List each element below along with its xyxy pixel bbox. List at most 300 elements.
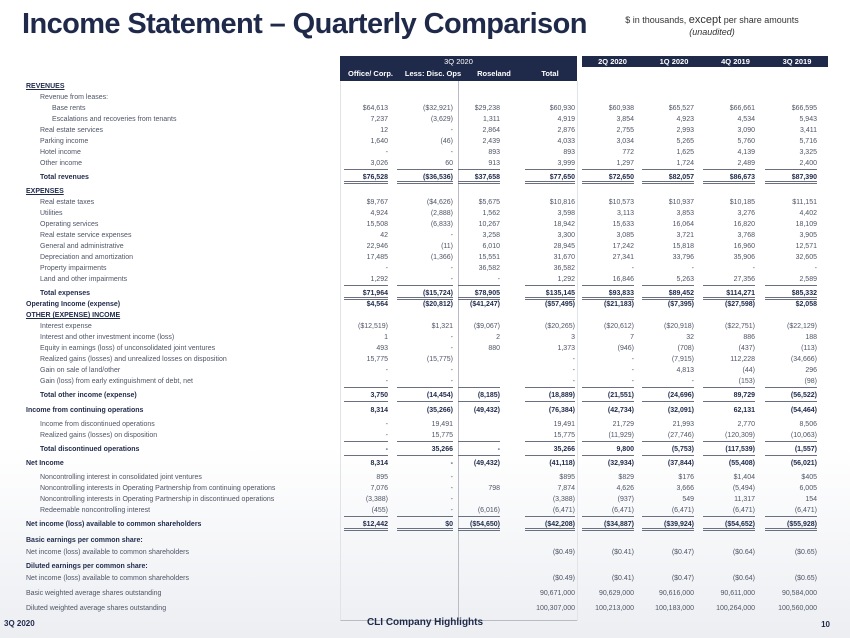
row-label: Property impairments [40,265,107,272]
row-value-col-4: $60,938 [608,105,634,112]
table-row [0,458,830,470]
row-value-col-0: 4,924 [370,210,388,217]
row-value-col-7: 32,605 [795,254,817,261]
row-value-col-3: 100,307,000 [536,605,575,612]
row-value-col-5: ($0.47) [671,549,694,556]
row-value-col-5: $65,527 [668,105,694,112]
row-value-col-3: 2,876 [557,127,575,134]
row-value-col-7: - [814,265,817,272]
row-value-col-0: 895 [376,474,388,481]
table-row [0,376,830,388]
row-label: Noncontrolling interests in Operating Partnership from continuing operations [40,485,276,492]
row-label: Basic earnings per common share: [26,537,143,544]
row-value-col-0: - [344,430,388,442]
row-value-col-3: 90,671,000 [539,590,575,597]
row-value-col-4: 15,633 [612,221,634,228]
row-value-col-3: ($0.49) [552,549,575,556]
row-value-col-0: 8,314 [370,460,388,467]
row-label: Utilities [40,210,63,217]
row-value-col-6: 16,820 [733,221,755,228]
row-value-col-1: $1,321 [431,323,453,330]
row-value-col-4: ($21,183) [604,301,634,308]
row-value-col-1: ($36,536) [397,172,453,184]
row-value-col-5: 3,666 [676,485,694,492]
row-value-col-7: (6,471) [765,505,817,517]
row-value-col-1: - [450,496,453,503]
row-value-col-4: 17,242 [612,243,634,250]
row-value-col-5: (5,753) [642,444,694,456]
row-value-col-0: 17,485 [366,254,388,261]
row-value-col-6: 3,768 [737,232,755,239]
row-label: Parking income [40,138,89,145]
row-value-col-7: 188 [805,334,817,341]
row-label: REVENUES [26,83,65,90]
row-value-col-2: $5,675 [478,199,500,206]
row-value-col-5: 32 [686,334,694,341]
row-value-col-3: $77,650 [525,172,575,184]
row-label: Revenue from leases: [40,94,109,101]
row-value-col-5: 16,064 [672,221,694,228]
row-value-col-1: ($20,812) [423,301,453,308]
row-value-col-6: ($0.64) [732,549,755,556]
row-value-col-7: ($0.65) [794,549,817,556]
row-value-col-6: 100,264,000 [716,605,755,612]
row-value-col-4: 21,729 [612,421,634,428]
row-value-col-5: 100,183,000 [655,605,694,612]
row-label: Hotel income [40,149,81,156]
row-value-col-5: 3,853 [676,210,694,217]
row-value-col-3: 4,919 [557,116,575,123]
row-value-col-4: (21,551) [582,390,634,402]
row-value-col-6: $10,185 [729,199,755,206]
row-value-col-5: 4,813 [676,367,694,374]
row-value-col-2 [458,430,500,442]
row-value-col-4: 3,854 [616,116,634,123]
row-value-col-0: $64,613 [362,105,388,112]
row-value-col-3: $135,145 [525,288,575,300]
row-value-col-4: (42,734) [607,407,634,414]
row-value-col-2 [458,376,500,388]
row-value-col-1: - [450,232,453,239]
header-col-1q2020: 1Q 2020 [659,57,689,66]
row-value-col-1: (3,629) [430,116,453,123]
row-value-col-5: $82,057 [642,172,694,184]
row-value-col-3: $10,816 [549,199,575,206]
row-value-col-6: 886 [743,334,755,341]
row-value-col-3: $60,930 [549,105,575,112]
row-value-col-7: (113) [801,345,817,352]
row-value-col-5: 33,796 [672,254,694,261]
row-label: Income from discontinued operations [40,421,155,428]
header-group-label: 3Q 2020 [444,57,473,66]
row-value-col-4: - [631,356,634,363]
page-title: Income Statement – Quarterly Comparison [22,8,587,40]
row-value-col-5: 3,721 [676,232,694,239]
row-value-col-7: 4,402 [799,210,817,217]
row-value-col-3: $895 [559,474,575,481]
row-value-col-7: 3,411 [800,127,817,134]
table-row [0,430,830,442]
row-value-col-4: 3,034 [616,138,634,145]
row-label: Realized gains (losses) on disposition [40,432,158,439]
header-col-less-disc-ops: Less: Disc. Ops [404,69,462,78]
page-number: 10 [821,620,830,629]
row-value-col-2: 798 [488,485,500,492]
row-value-col-4: (6,471) [582,505,634,517]
row-value-col-4: 90,629,000 [598,590,634,597]
row-value-col-1: - [397,274,453,286]
row-value-col-5: (37,844) [667,460,694,467]
row-value-col-3: (76,384) [548,407,575,414]
row-value-col-1: (46) [440,138,453,145]
row-value-col-3: 3,300 [557,232,575,239]
row-value-col-2: ($41,247) [470,301,500,308]
table-row [0,603,830,615]
units-suffix: per share amounts [723,15,799,25]
row-value-col-2: 2,864 [482,127,500,134]
row-value-col-3: 28,945 [553,243,575,250]
table-row [0,444,830,456]
row-value-col-3: ($42,208) [525,519,575,531]
row-value-col-5: $10,937 [668,199,694,206]
row-label: Net income (loss) available to common shareholders [26,549,190,556]
row-value-col-3: ($20,265) [545,323,575,330]
header-col-total: Total [541,69,559,78]
row-value-col-4: 27,341 [612,254,634,261]
row-label: Redeemable noncontrolling interest [40,507,151,514]
row-value-col-3: 35,266 [525,444,575,456]
row-value-col-6: 89,729 [703,390,755,402]
row-label: Real estate service expenses [40,232,132,239]
row-value-col-4: ($0.41) [611,575,634,582]
row-value-col-5: (24,696) [642,390,694,402]
row-value-col-3: - [525,376,575,388]
row-value-col-7: (34,666) [790,356,817,363]
row-value-col-1: $0 [397,519,453,531]
row-value-col-6: (44) [742,367,755,374]
row-value-col-0: - [385,265,388,272]
row-value-col-4: (937) [617,496,634,503]
row-value-col-0: (3,388) [365,496,388,503]
row-value-col-1 [397,588,453,600]
row-value-col-4: 1,297 [582,158,634,170]
row-value-col-6: (55,408) [728,460,755,467]
row-value-col-7: 3,325 [799,149,817,156]
row-value-col-4: $829 [618,474,634,481]
row-value-col-6: 112,228 [730,356,755,363]
row-value-col-1: ($15,724) [397,288,453,300]
row-value-col-5: 4,923 [676,116,694,123]
row-value-col-4: - [631,265,634,272]
row-value-col-2: 15,551 [478,254,500,261]
row-value-col-1: 15,775 [397,430,453,442]
row-value-col-6: - [752,265,755,272]
row-value-col-3: 15,775 [525,430,575,442]
row-value-col-3: 3,999 [525,158,575,170]
row-value-col-6: (120,309) [703,430,755,442]
row-value-col-4: 3,085 [616,232,634,239]
row-value-col-4: - [582,376,634,388]
row-label: Total other income (expense) [40,392,137,399]
row-value-col-0: - [344,376,388,388]
table-row [0,172,830,184]
row-value-col-2 [458,603,500,615]
row-value-col-2: (49,432) [473,407,500,414]
row-value-col-0: 22,946 [366,243,388,250]
row-value-col-3: 893 [563,149,575,156]
row-label: Total revenues [40,174,89,181]
row-value-col-7: $66,595 [791,105,817,112]
table-row [0,505,830,517]
row-label: Operating Income (expense) [26,301,121,308]
row-value-col-1: (6,833) [430,221,453,228]
row-value-col-3: 7,874 [557,485,575,492]
row-value-col-6: 4,534 [737,116,755,123]
row-value-col-7: $11,151 [792,199,817,206]
row-value-col-6: (6,471) [703,505,755,517]
row-value-col-6: (153) [703,376,755,388]
row-value-col-7: $405 [801,474,817,481]
row-value-col-1: (11) [441,243,453,250]
row-value-col-7: 8,506 [799,421,817,428]
row-value-col-4: 3,113 [617,210,634,217]
row-value-col-2: $37,658 [458,172,500,184]
row-value-col-4: ($34,887) [582,519,634,531]
row-value-col-6: 4,139 [737,149,755,156]
row-value-col-2: (49,432) [473,460,500,467]
row-label: Net Income [26,460,64,467]
row-value-col-1: - [450,149,453,156]
row-value-col-6: 3,090 [737,127,755,134]
row-value-col-4: ($20,612) [604,323,634,330]
row-value-col-4: (11,929) [582,430,634,442]
row-value-col-5: 1,625 [676,149,694,156]
row-value-col-7: (10,063) [765,430,817,442]
row-value-col-0: $71,964 [344,288,388,300]
row-label: Other income [40,160,83,167]
table-row [0,519,830,531]
row-value-col-6: $114,271 [703,288,755,300]
row-value-col-2: 3,258 [482,232,500,239]
row-value-col-7: $2,058 [795,301,817,308]
row-label: Escalations and recoveries from tenants [52,116,177,123]
row-label: Equity in earnings (loss) of unconsolidated joint ventures [40,345,216,352]
row-value-col-2: 893 [488,149,500,156]
footer-period: 3Q 2020 [4,619,35,628]
row-value-col-1: (15,775) [426,356,453,363]
row-value-col-1: - [397,505,453,517]
row-value-col-5: ($0.47) [671,575,694,582]
row-value-col-4: (946) [617,345,634,352]
row-value-col-1 [397,603,453,615]
row-value-col-4: 100,213,000 [595,605,634,612]
row-value-col-1 [397,547,453,559]
table-row [0,390,830,402]
row-value-col-6: 16,960 [733,243,755,250]
table-row [0,588,830,600]
footer-title: CLI Company Highlights [366,617,484,628]
row-label: Realized gains (losses) and unrealized losses on disposition [40,356,227,363]
row-value-col-2: 6,010 [482,243,500,250]
row-value-col-1: (14,454) [397,390,453,402]
row-value-col-6: (117,539) [703,444,755,456]
row-value-col-7: 6,005 [799,485,817,492]
row-value-col-0: (455) [344,505,388,517]
row-value-col-6: ($54,652) [703,519,755,531]
row-value-col-4: $93,833 [582,288,634,300]
row-value-col-6: 35,906 [733,254,755,261]
row-value-col-3: ($57,495) [545,301,575,308]
row-value-col-0: - [385,367,388,374]
row-value-col-2: (6,016) [458,505,500,517]
row-value-col-1: 60 [397,158,453,170]
row-value-col-1: 19,491 [431,421,453,428]
row-value-col-5: 2,993 [676,127,694,134]
row-value-col-4: - [631,367,634,374]
row-value-col-2: 1,562 [482,210,500,217]
row-value-col-0: - [385,149,388,156]
header-col-4q2019: 4Q 2019 [721,57,750,66]
table-row [0,535,830,547]
row-value-col-2: $78,905 [458,288,500,300]
row-value-col-7: $85,332 [765,288,817,300]
row-value-col-5: 5,263 [642,274,694,286]
row-value-col-5: - [691,265,694,272]
row-value-col-0: - [344,444,388,456]
row-value-col-2: 1,311 [483,116,500,123]
row-value-col-4: (32,934) [607,460,634,467]
row-value-col-2: - [458,274,500,286]
row-value-col-0: 1,640 [370,138,388,145]
row-value-col-2: ($9,067) [473,323,500,330]
row-label: Interest expense [40,323,92,330]
row-value-col-5: 90,616,000 [658,590,694,597]
row-value-col-3: 3 [571,334,575,341]
row-value-col-6: 27,356 [703,274,755,286]
row-value-col-7: 90,584,000 [781,590,817,597]
row-value-col-3: 18,942 [553,221,575,228]
row-value-col-0: $76,528 [344,172,388,184]
row-value-col-5: (7,915) [671,356,694,363]
row-value-col-4: 9,800 [582,444,634,456]
row-value-col-1: ($32,921) [423,105,453,112]
row-value-col-2: 10,267 [478,221,500,228]
row-value-col-7: 2,589 [765,274,817,286]
row-label: OTHER (EXPENSE) INCOME [26,312,121,319]
row-value-col-1: (1,366) [430,254,453,261]
row-value-col-1: (2,888) [430,210,453,217]
row-value-col-0: 3,026 [344,158,388,170]
units-note [592,14,832,37]
row-label: Gain (loss) from early extinguishment of debt, net [40,378,193,385]
row-value-col-7: 2,400 [765,158,817,170]
row-value-col-4: 4,626 [616,485,634,492]
row-value-col-0: $4,564 [366,301,388,308]
row-value-col-5: 15,818 [672,243,694,250]
row-value-col-0: ($12,519) [358,323,388,330]
row-value-col-7: 18,109 [795,221,817,228]
row-value-col-4: 2,755 [616,127,634,134]
row-value-col-3: (3,388) [552,496,575,503]
row-label: Basic weighted average shares outstanding [26,590,162,597]
row-value-col-3: 4,033 [557,138,575,145]
row-value-col-6: ($22,751) [725,323,755,330]
header-col-roseland: Roseland [477,69,511,78]
row-value-col-5: - [642,376,694,388]
row-value-col-2: 36,582 [478,265,500,272]
row-value-col-2: 2 [496,334,500,341]
row-value-col-6: 3,276 [737,210,755,217]
row-value-col-3: 19,491 [553,421,575,428]
units-except: except [688,14,722,26]
row-value-col-7: 100,560,000 [778,605,817,612]
header-3q2020-group [340,56,577,81]
row-value-col-5: 5,265 [676,138,694,145]
row-label: Diluted earnings per common share: [26,563,148,570]
row-value-col-1: ($4,626) [426,199,453,206]
row-value-col-2: (8,185) [458,390,500,402]
row-value-col-2: 2,439 [482,138,500,145]
row-value-col-6: $1,404 [733,474,755,481]
row-value-col-3: - [572,356,575,363]
row-value-col-2 [458,547,500,559]
row-value-col-1: 35,266 [397,444,453,456]
row-value-col-1: - [450,367,453,374]
row-value-col-6: 5,760 [737,138,755,145]
row-value-col-4: ($0.41) [611,549,634,556]
row-value-col-0: 1 [384,334,388,341]
row-value-col-2: 913 [458,158,500,170]
row-value-col-0: 7,237 [370,116,388,123]
row-value-col-2: 880 [488,345,500,352]
row-value-col-5: $176 [678,474,694,481]
row-value-col-0: 15,508 [366,221,388,228]
unaudited-note: (unaudited) [689,27,735,37]
row-value-col-5: ($39,924) [642,519,694,531]
row-value-col-7: 154 [805,496,817,503]
row-value-col-0: 493 [376,345,388,352]
row-label: Interest and other investment income (loss) [40,334,175,341]
row-value-col-0: 42 [380,232,388,239]
row-value-col-7: 296 [805,367,817,374]
row-value-col-7: 5,716 [799,138,817,145]
row-value-col-7: 12,571 [795,243,817,250]
row-value-col-0: 12 [380,127,388,134]
row-value-col-0: 15,775 [366,356,388,363]
row-label: Depreciation and amortization [40,254,133,261]
row-label: Total expenses [40,290,91,297]
row-value-col-5: (708) [677,345,694,352]
row-value-col-3: ($0.49) [552,575,575,582]
row-value-col-0: $9,767 [366,199,388,206]
row-label: Real estate taxes [40,199,95,206]
row-label: Noncontrolling interest in consolidated joint ventures [40,474,202,481]
row-value-col-2 [458,588,500,600]
row-value-col-0: $12,442 [344,519,388,531]
row-label: Net income (loss) available to common shareholders [26,521,202,528]
row-value-col-7: (98) [765,376,817,388]
row-value-col-0: - [385,421,388,428]
units-prefix: $ in thousands, [625,15,687,25]
row-value-col-7: $87,390 [765,172,817,184]
table-row [0,547,830,559]
row-value-col-7: ($22,129) [787,323,817,330]
row-value-col-6: $66,661 [729,105,755,112]
row-value-col-3: 31,670 [553,254,575,261]
row-value-col-0: 1,292 [344,274,388,286]
row-value-col-6: (5,494) [732,485,755,492]
row-value-col-6: $86,673 [703,172,755,184]
